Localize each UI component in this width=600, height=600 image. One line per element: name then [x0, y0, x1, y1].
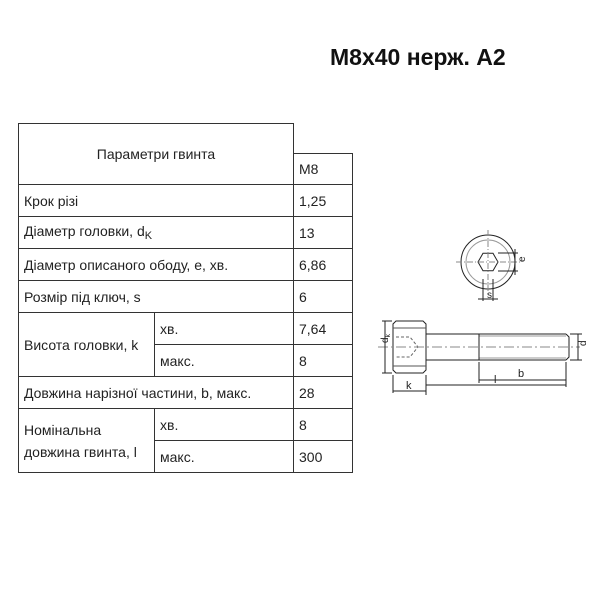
head-height-min-value: 7,64: [294, 313, 353, 345]
screw-drawing: [370, 225, 590, 410]
row-label-circumscribed-diameter: Діаметр описаного ободу, e, хв.: [19, 249, 294, 281]
row-value-circumscribed-diameter: 6,86: [294, 249, 353, 281]
head-diameter-label-text: Діаметр головки, d: [24, 223, 145, 239]
table-row: [19, 249, 353, 281]
head-diameter-subscript: K: [144, 230, 153, 242]
row-label-nominal-length: [19, 409, 155, 473]
size-cell: M8: [294, 153, 353, 184]
row-value-key-size: 6: [294, 281, 353, 313]
row-label-head-height: Висота головки, k: [19, 313, 155, 377]
table-row: [19, 281, 353, 313]
product-title: M8x40 нерж. A2: [330, 44, 506, 70]
row-value-head-diameter: 13: [294, 217, 353, 249]
head-height-max-value: 8: [294, 345, 353, 377]
table-row: [19, 377, 353, 409]
row-label-head-diameter: [19, 217, 294, 249]
s-label: s: [487, 290, 492, 301]
table-row: [19, 409, 353, 441]
table-row: [19, 185, 353, 217]
nominal-length-max-label: макс.: [155, 441, 294, 473]
nominal-length-label-line2: довжина гвинта, l: [24, 443, 137, 460]
table-row: [19, 124, 353, 154]
head-height-min-label: хв.: [155, 313, 294, 345]
table-header: Параметри гвинта: [19, 124, 294, 185]
row-value-pitch: 1,25: [294, 185, 353, 217]
nominal-length-label-line1: Номінальна: [24, 421, 102, 438]
row-value-thread-length: 28: [294, 377, 353, 409]
d-label: d: [578, 340, 589, 346]
table-row: [19, 217, 353, 249]
nominal-length-min-value: 8: [294, 409, 353, 441]
nominal-length-min-label: хв.: [155, 409, 294, 441]
k-label: k: [406, 380, 412, 392]
header-spacer: [294, 124, 353, 154]
row-label-pitch: Крок різі: [19, 185, 294, 217]
nominal-length-max-value: 300: [294, 441, 353, 473]
table-row: [19, 313, 353, 345]
head-height-max-label: макс.: [155, 345, 294, 377]
b-label: b: [518, 368, 525, 380]
spec-table: [18, 123, 353, 473]
row-label-key-size: Розмір під ключ, s: [19, 281, 294, 313]
l-label: l: [494, 374, 497, 386]
dk-label: $d_k$: [380, 333, 392, 343]
row-label-thread-length: Довжина нарізної частини, b, макс.: [19, 377, 294, 409]
e-label: e: [517, 256, 528, 262]
